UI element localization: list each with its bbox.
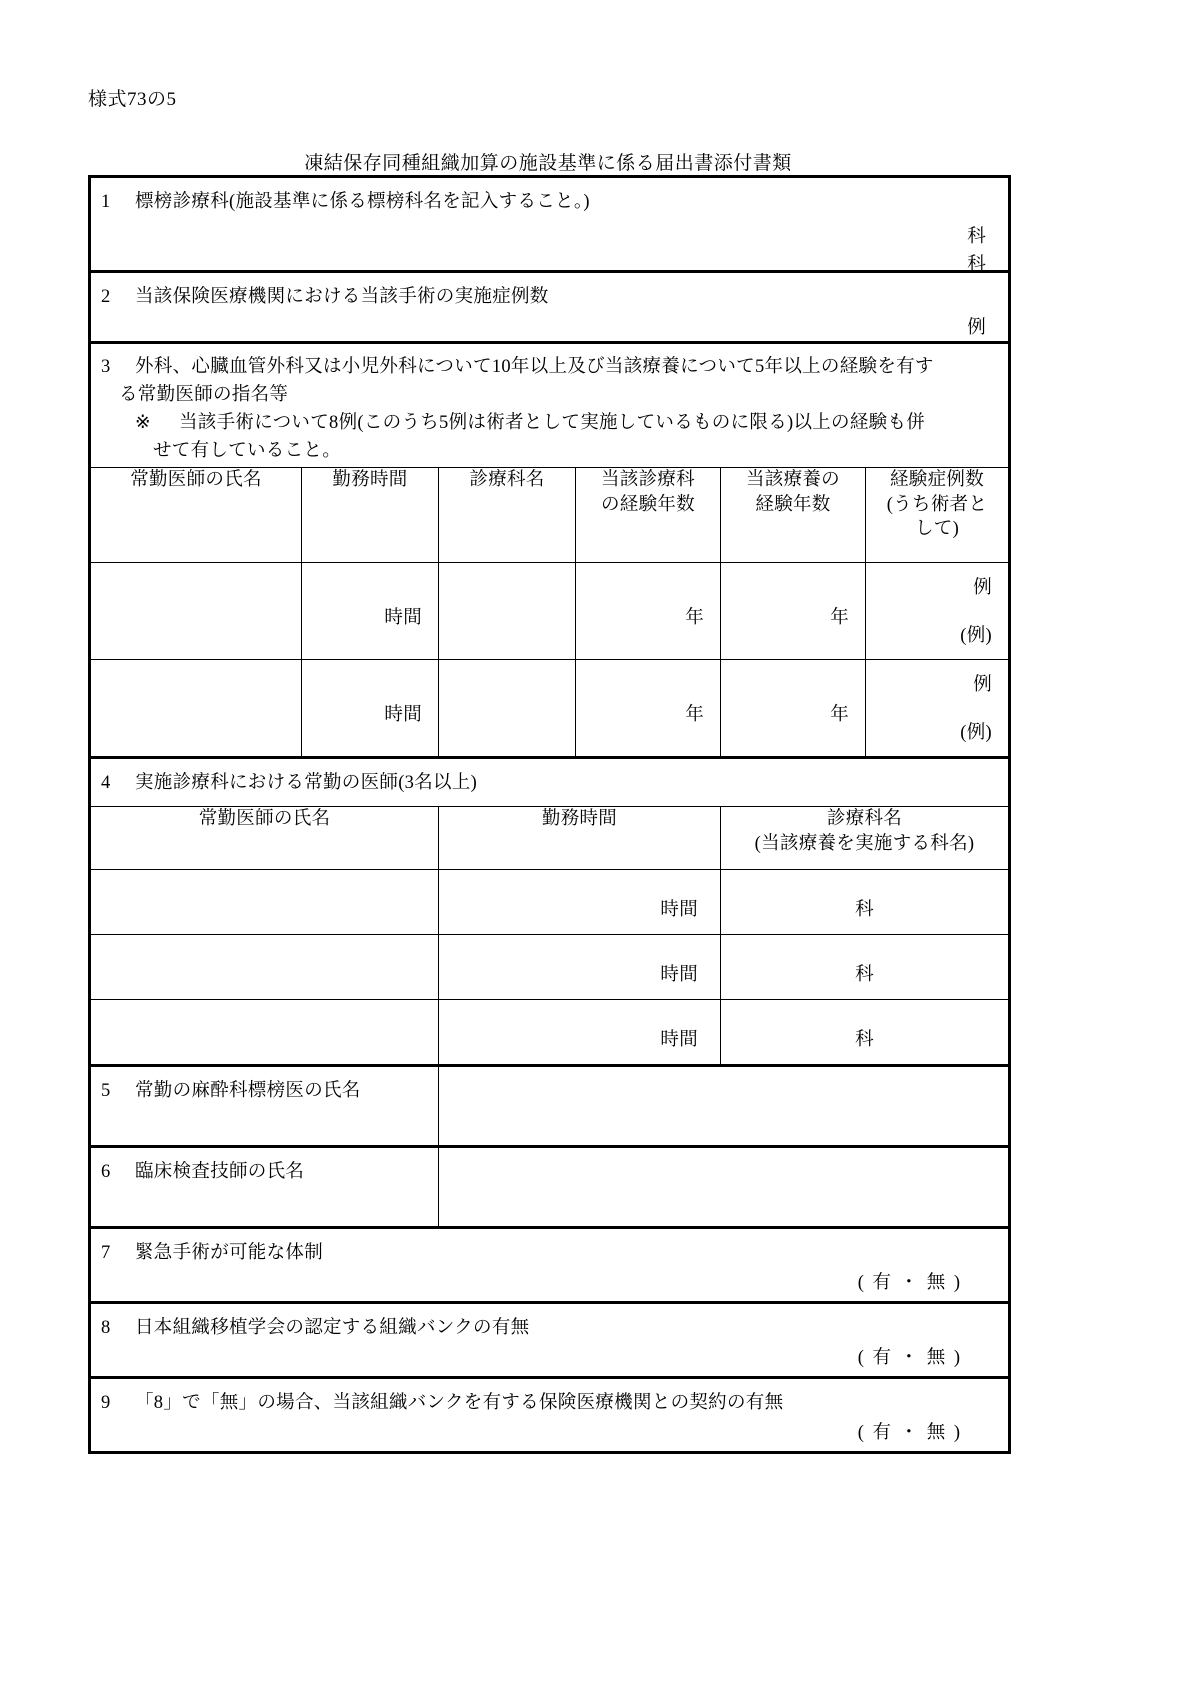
section-3-note-mark: ※ [135,413,151,434]
section-1-unit-2: 科 [967,255,987,275]
s3-row2-cases-unit: 例 [973,675,993,696]
s4-row1-dept-unit: 科 [855,900,874,921]
section-5-label: 常勤の麻酔科標榜医の氏名 [135,1081,361,1102]
section-3-table-header-row [90,468,1010,563]
s4-row2-dept-unit: 科 [855,965,874,986]
section-3-heading-cell [90,343,1010,468]
section-1-unit-1: 科 [967,227,987,247]
section-3-note-line-1 [101,409,996,437]
s4-header-dept-l2: (当該療養を実施する科名) [754,833,975,854]
s4-row1-name[interactable] [90,870,439,935]
s4-header-dept-l1: 診療科名 [826,809,903,830]
section-8-row [90,1303,1010,1378]
section-8-number: 8 [101,1318,111,1339]
section-5-label-cell [90,1066,439,1147]
s3-row2-cases-paren-unit: (例) [960,723,993,744]
s4-row3-hours[interactable] [439,1000,721,1066]
section-9-row [90,1378,1010,1453]
s3-row1-cases[interactable] [866,563,1010,660]
s4-table-row [90,1000,1010,1066]
section-6-value[interactable] [439,1147,1010,1228]
s3-row2-care-years-unit: 年 [830,705,849,726]
section-7-choice[interactable]: ( 有 ・ 無 ) [857,1273,963,1294]
s3-table-row [90,563,1010,660]
s3-row2-name[interactable] [90,660,302,758]
s3-row1-cases-unit: 例 [973,578,993,599]
section-4-header [91,759,1008,803]
section-1-number: 1 [101,192,111,212]
document-title: 凍結保存同種組織加算の施設基準に係る届出書添付書類 [304,153,792,174]
s4-row2-dept[interactable] [721,935,1010,1000]
section-9-cell [90,1378,1010,1453]
s3-row1-hours[interactable] [302,563,439,660]
section-2-label: 当該保険医療機関における当該手術の実施症例数 [135,287,549,307]
s4-header-name: 常勤医師の氏名 [90,807,439,870]
s4-row1-hours-unit: 時間 [660,900,698,921]
s3-header-cases-l3: して) [914,519,960,540]
s3-header-cases [866,468,1010,563]
s3-header-cases-l1: 経験症例数 [890,470,985,491]
section-1-label: 標榜診療科(施設基準に係る標榜科名を記入すること。) [135,192,590,212]
section-9-header [91,1379,1008,1418]
section-6-number: 6 [101,1162,111,1183]
section-1-row [90,177,1010,272]
section-6-label: 臨床検査技師の氏名 [135,1162,305,1183]
s4-row2-hours-unit: 時間 [660,965,698,986]
s3-header-dept: 診療科名 [439,468,576,563]
s3-row1-dept-years-unit: 年 [685,608,704,629]
s4-row3-name[interactable] [90,1000,439,1066]
section-9-label: 「8」で「無」の場合、当該組織バンクを有する保険医療機関との契約の有無 [135,1393,784,1414]
s4-row1-dept[interactable] [721,870,1010,935]
s3-header-dept-years [576,468,721,563]
s4-header-dept [721,807,1010,870]
section-9-number: 9 [101,1393,111,1414]
s3-header-dept-years-l1: 当該診療科 [600,470,695,491]
section-4-label: 実施診療科における常勤の医師(3名以上) [135,773,478,794]
section-7-header [91,1229,1008,1268]
s4-row3-dept-unit: 科 [855,1030,874,1051]
s3-row2-dept[interactable] [439,660,576,758]
section-3-note-text1: 当該手術について8例(このうち5例は術者として実施しているものに限る)以上の経験も併 [179,413,926,434]
s3-row1-name[interactable] [90,563,302,660]
s4-table-row [90,870,1010,935]
section-5-row [90,1066,1010,1147]
s4-row3-hours-unit: 時間 [660,1030,698,1051]
section-7-row [90,1228,1010,1303]
form-code: 様式73の5 [88,89,177,110]
s3-row2-care-years[interactable] [721,660,866,758]
s4-row2-name[interactable] [90,935,439,1000]
s4-row2-hours[interactable] [439,935,721,1000]
s4-row3-dept[interactable] [721,1000,1010,1066]
section-3-line-1 [101,353,996,381]
section-3-heading-row [90,343,1010,468]
s3-row2-cases[interactable] [866,660,1010,758]
s4-table-row [90,935,1010,1000]
s3-header-cases-l2: (うち術者と [886,494,988,515]
s3-header-hours: 勤務時間 [302,468,439,563]
section-2-row [90,272,1010,343]
section-5-header [91,1067,438,1111]
s3-header-name: 常勤医師の氏名 [90,468,302,563]
notification-form-table [88,175,1011,1454]
section-2-number: 2 [101,287,111,307]
section-7-number: 7 [101,1243,111,1264]
section-3-header [91,344,1008,467]
section-7-label: 緊急手術が可能な体制 [135,1243,324,1264]
s3-row2-hours[interactable] [302,660,439,758]
s3-row2-hours-unit: 時間 [384,705,422,726]
section-4-heading-cell [90,758,1010,807]
section-8-label: 日本組織移植学会の認定する組織バンクの有無 [135,1318,530,1339]
section-5-number: 5 [101,1081,111,1102]
section-1-header [91,178,1008,222]
section-5-value[interactable] [439,1066,1010,1147]
section-6-header [91,1148,438,1192]
s3-row1-dept[interactable] [439,563,576,660]
s3-row1-dept-years[interactable] [576,563,721,660]
section-3-note-text2: せて有していること。 [153,441,342,462]
s4-header-hours: 勤務時間 [439,807,721,870]
s4-row1-hours[interactable] [439,870,721,935]
section-6-row [90,1147,1010,1228]
section-1-cell [90,177,1010,275]
s3-row1-care-years-unit: 年 [830,608,849,629]
s3-row1-hours-unit: 時間 [384,608,422,629]
s3-header-care-years-l1: 当該療養の [745,470,840,491]
section-4-table-header-row [90,807,1010,870]
section-4-heading-row [90,758,1010,807]
section-3-text-line1: 外科、心臓血管外科又は小児外科について10年以上及び当該療養について5年以上の経験を有す [135,357,934,377]
section-4-number: 4 [101,773,111,794]
s3-row2-dept-years[interactable] [576,660,721,758]
s3-row2-dept-years-unit: 年 [685,705,704,726]
s3-header-care-years [721,468,866,563]
s3-row1-cases-paren-unit: (例) [960,626,993,647]
section-2-unit: 例 [967,318,987,338]
s3-row1-care-years[interactable] [721,563,866,660]
section-9-choice[interactable]: ( 有 ・ 無 ) [857,1423,963,1444]
section-2-header [91,273,1008,317]
section-8-choice[interactable]: ( 有 ・ 無 ) [857,1348,963,1369]
section-2-cell [90,272,1010,343]
section-8-header [91,1304,1008,1343]
section-3-text-line2: る常勤医師の指名等 [119,385,289,406]
s3-header-care-years-l2: 経験年数 [755,494,831,515]
section-7-cell [90,1228,1010,1303]
s3-table-row [90,660,1010,758]
s3-header-dept-years-l2: の経験年数 [600,494,695,515]
section-8-cell [90,1303,1010,1378]
section-6-label-cell [90,1147,439,1228]
section-3-number: 3 [101,357,111,377]
